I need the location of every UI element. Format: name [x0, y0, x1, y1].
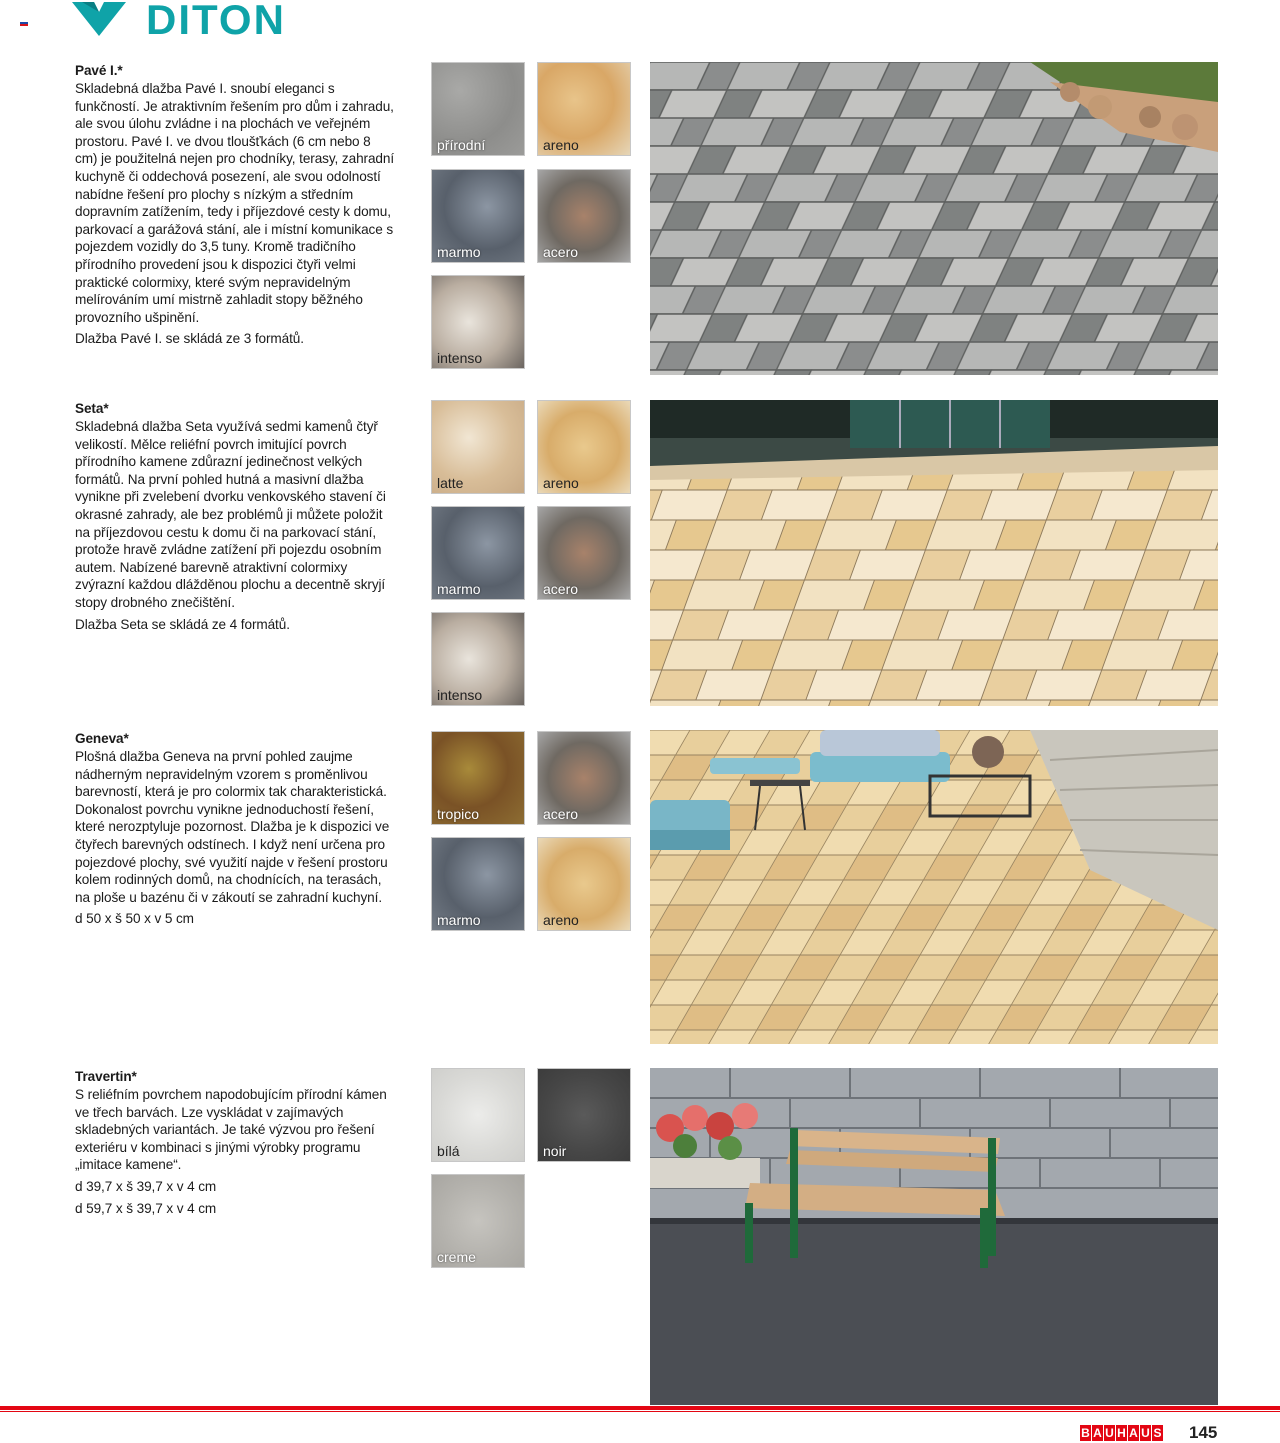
pave-description: Skladebná dlažba Pavé I. snoubí eleganci s funkčností. Je atraktivním řešením pro dům i zahradu, ale svou úlohu zvládne i na plochách ve veřejném prostoru. Pavé I. ve dvou tloušťkách (6 cm nebo 8 cm) je použitelná nejen pro chodníky, terasy, zahradní kuchyně či oddechová posezení, ale svou odolností nabídne řešení pro plochy s nízkým a středním dopravním zatížením, tedy i příjezdové cesty k domu, parkovací a garážová stání, ale i místní komunikace s pojezdem vozidly do 3,5 tuny. Kromě tradičního přírodního provedení jsou k dispozici čtyři velmi praktické colormixy, které svým nepravidelným melírováním umí mistrně zahladit stopy běžného provozního ušpinění.	[75, 81, 395, 325]
bauhaus-letter: S	[1153, 1426, 1162, 1440]
footer-accent-line	[0, 1406, 1280, 1410]
seta-title: Seta*	[75, 401, 109, 416]
geneva-title: Geneva*	[75, 731, 129, 746]
swatch-label: latte	[437, 475, 464, 491]
swatch-label: acero	[543, 244, 579, 260]
pave-paving-photo	[650, 62, 1218, 375]
swatch-geneva-acero[interactable]	[537, 731, 631, 825]
travertin-dimensions-1: d 39,7 x š 39,7 x v 4 cm	[75, 1178, 217, 1194]
swatch-seta-acero[interactable]	[537, 506, 631, 600]
travertin-description: S reliéfním povrchem napodobujícím přírodní kámen ve třech barvách. Lze vyskládat v zajímavých skladebných variantách. Je také výzvou pro řešení exteriéru v kombinaci s jinými výrobky programu „imitace kamene“.	[75, 1087, 387, 1173]
swatch-label: marmo	[437, 581, 481, 597]
diton-logo	[72, 0, 342, 40]
swatch-pave-marmo[interactable]	[431, 169, 525, 263]
travertin-bench-photo	[650, 1068, 1218, 1405]
swatch-label: acero	[543, 806, 579, 822]
travertin-title: Travertin*	[75, 1069, 137, 1084]
swatch-travertin-noir[interactable]	[537, 1068, 631, 1162]
swatch-seta-areno[interactable]	[537, 400, 631, 494]
seta-description: Skladebná dlažba Seta využívá sedmi kamenů čtyř velikostí. Mělce reliéfní povrch imitující povrch přírodního kamene zdůrazní jedinečnost velkých formátů. Na první pohled hutná a masivní dlažba vynikne při zvelebení dvorku venkovského stavení či okrasné zahrady, ale bez problémů ji můžete položit na příjezdovou cestu k domu či na parkovací stání, protože hravě zvládne zatížení při pojezdu osobním autem. Nabízené barevně atraktivní colormixy zvýrazní každou dlážděnou plochu a decentně skryjí stopy drobného znečištění.	[75, 419, 386, 610]
swatch-label: creme	[437, 1249, 476, 1265]
seta-paving-photo	[650, 400, 1218, 706]
swatch-travertin-bila[interactable]	[431, 1068, 525, 1162]
footer-thin-line	[0, 1411, 1280, 1412]
page-number: 145	[1189, 1423, 1218, 1442]
swatch-label: intenso	[437, 687, 483, 703]
bauhaus-letter: U	[1105, 1426, 1114, 1440]
pave-text-block	[75, 62, 395, 348]
swatch-pave-intenso[interactable]	[431, 275, 525, 369]
bauhaus-letter: B	[1081, 1426, 1090, 1440]
swatch-label: bílá	[437, 1143, 460, 1159]
swatch-label: marmo	[437, 912, 481, 928]
swatch-pave-areno[interactable]	[537, 62, 631, 156]
swatch-seta-intenso[interactable]	[431, 612, 525, 706]
swatch-pave-acero[interactable]	[537, 169, 631, 263]
swatch-label: acero	[543, 581, 579, 597]
seta-text-block	[75, 400, 395, 633]
geneva-text-block	[75, 730, 395, 928]
swatch-label: tropico	[437, 806, 480, 822]
swatch-label: intenso	[437, 350, 483, 366]
bauhaus-letter: H	[1117, 1426, 1126, 1440]
bauhaus-letter: A	[1129, 1426, 1138, 1440]
swatch-seta-marmo[interactable]	[431, 506, 525, 600]
geneva-dimensions: d 50 x š 50 x v 5 cm	[75, 911, 194, 927]
bauhaus-logo	[1080, 1425, 1163, 1441]
swatch-label: marmo	[437, 244, 481, 260]
geneva-patio-photo	[650, 730, 1218, 1044]
swatch-label: noir	[543, 1143, 567, 1159]
language-flag-icon	[20, 20, 28, 26]
swatch-label: areno	[543, 137, 579, 153]
swatch-label: přírodní	[437, 137, 486, 153]
swatch-pave-prirodni[interactable]	[431, 62, 525, 156]
swatch-travertin-creme[interactable]	[431, 1174, 525, 1268]
swatch-label: areno	[543, 912, 579, 928]
pave-formats: Dlažba Pavé I. se skládá ze 3 formátů.	[75, 331, 304, 347]
travertin-text-block	[75, 1068, 395, 1217]
seta-formats: Dlažba Seta se skládá ze 4 formátů.	[75, 616, 290, 632]
travertin-dimensions-2: d 59,7 x š 39,7 x v 4 cm	[75, 1200, 217, 1216]
bauhaus-letter: A	[1093, 1426, 1102, 1440]
swatch-geneva-tropico[interactable]	[431, 731, 525, 825]
bauhaus-letter: U	[1141, 1426, 1150, 1440]
swatch-label: areno	[543, 475, 579, 491]
swatch-seta-latte[interactable]	[431, 400, 525, 494]
swatch-geneva-areno[interactable]	[537, 837, 631, 931]
svg-text:DITON: DITON	[146, 0, 286, 40]
pave-title: Pavé I.*	[75, 63, 123, 78]
swatch-geneva-marmo[interactable]	[431, 837, 525, 931]
geneva-description: Plošná dlažba Geneva na první pohled zaujme nádherným nepravidelným vzorem s proměnlivou barevností, která je pro colormix tak charakteristická. Dokonalost povrchu vynikne jednoduchostí řešení, které nerozptyluje pozornost. Dlažba je k dispozici ve čtyřech barevných odstínech. I když není určena pro pojezdové plochy, své využití najde v řešení prostoru kolem rodinných domů, na chodnících, na terasách, na ploše u bazénu či v zákoutí se zahradní kuchyní.	[75, 749, 390, 905]
